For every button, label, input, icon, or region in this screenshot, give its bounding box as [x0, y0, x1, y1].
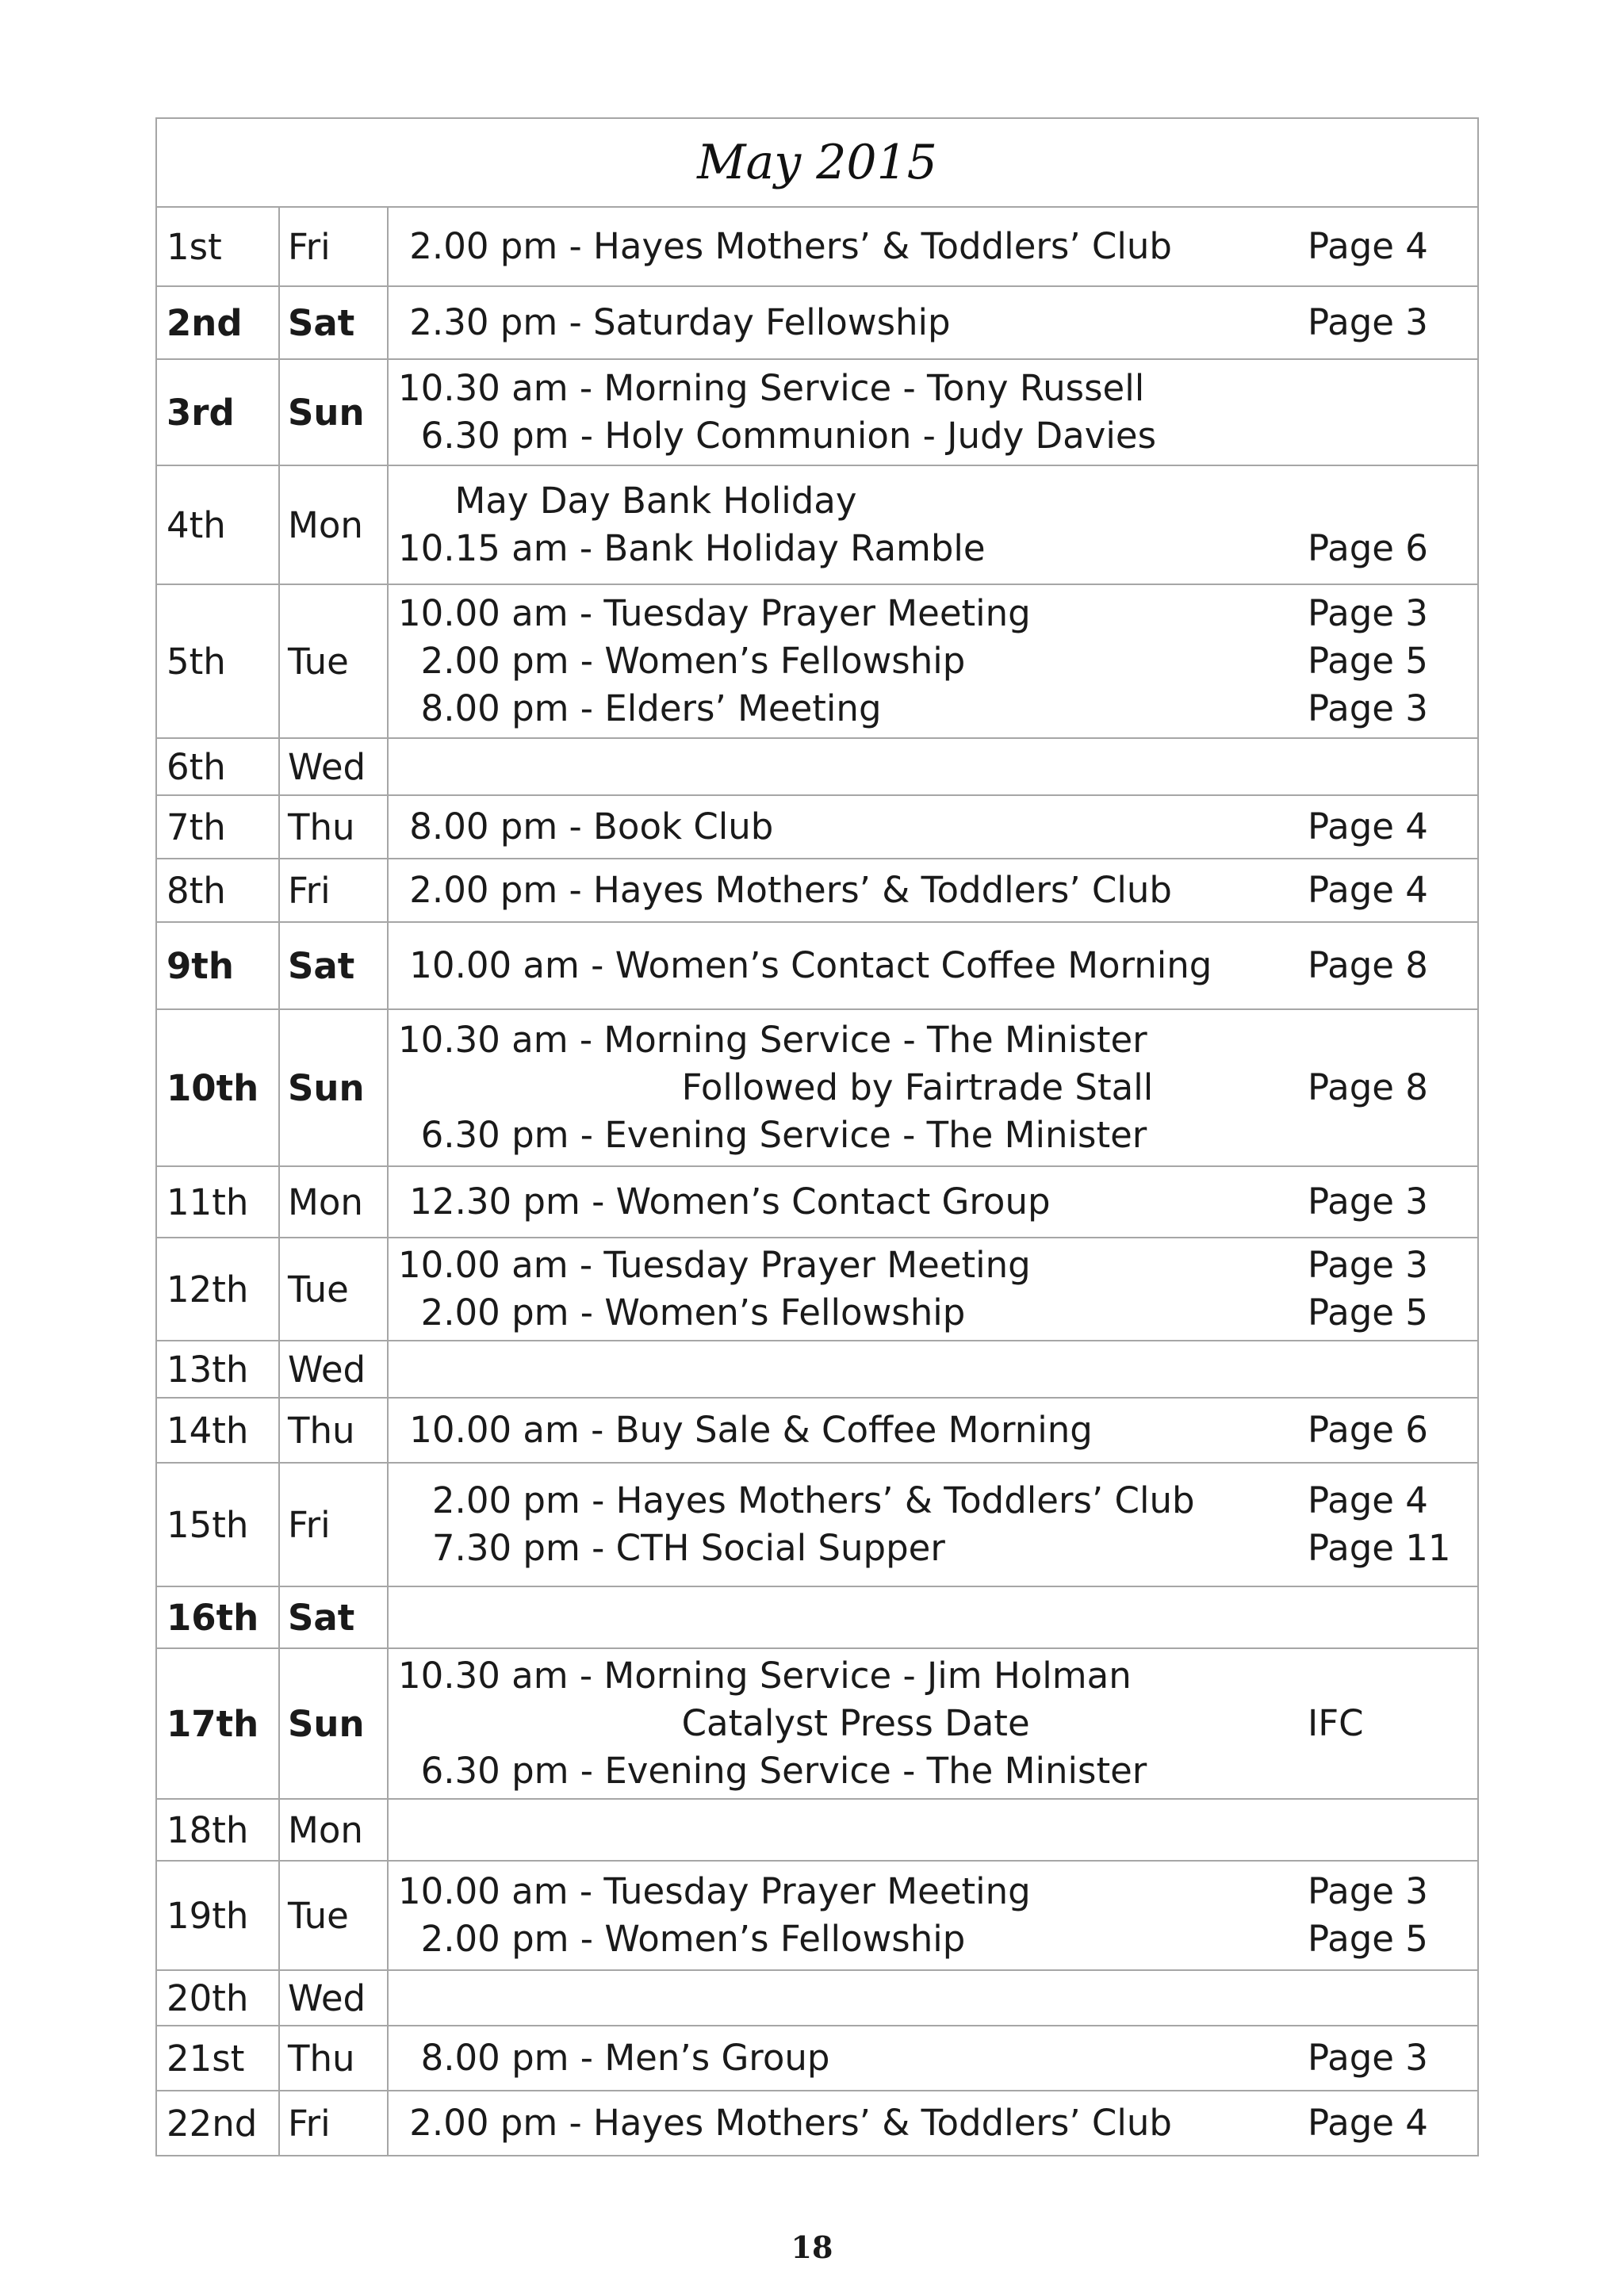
calendar-row [156, 1009, 1478, 1166]
date-cell: 16th [156, 1586, 279, 1648]
event-line [398, 525, 1466, 572]
event-line [398, 2034, 1466, 2082]
calendar-body [156, 118, 1478, 2156]
event-description: 10.00 am - Buy Sale & Coffee Morning [398, 1409, 1093, 1451]
day-cell: Sun [279, 359, 388, 465]
event-page-reference: Page 3 [1308, 301, 1428, 343]
day-cell: Mon [279, 465, 388, 584]
day-cell: Fri [279, 1463, 388, 1586]
event-page-reference: Page 6 [1308, 1409, 1428, 1451]
calendar-row [156, 738, 1478, 795]
event-line [398, 2099, 1466, 2147]
events-cell [388, 1463, 1478, 1586]
event-description: 10.30 am - Morning Service - Tony Russell [398, 367, 1145, 409]
event-page-reference: Page 3 [1308, 1870, 1428, 1912]
events-cell [388, 1970, 1478, 2026]
calendar-row [156, 1586, 1478, 1648]
event-line [398, 477, 1466, 525]
day-cell: Tue [279, 1861, 388, 1970]
events-cell [388, 1586, 1478, 1648]
event-line [398, 1525, 1466, 1572]
event-description: 6.30 pm - Evening Service - The Minister [398, 1750, 1147, 1792]
day-cell: Mon [279, 1166, 388, 1238]
date-cell: 22nd [156, 2091, 279, 2156]
event-description: 2.00 pm - Hayes Mothers’ & Toddlers’ Club [398, 869, 1172, 911]
event-page-reference: Page 3 [1308, 2037, 1428, 2079]
date-cell: 17th [156, 1648, 279, 1799]
event-page-reference: Page 3 [1308, 1181, 1428, 1223]
event-line [398, 803, 1466, 851]
events-cell [388, 465, 1478, 584]
date-cell: 7th [156, 795, 279, 859]
event-line [398, 1112, 1466, 1159]
event-description: 10.00 am - Women’s Contact Coffee Morning [398, 944, 1212, 986]
event-description: Followed by Fairtrade Stall [398, 1066, 1154, 1108]
event-description: Catalyst Press Date [398, 1702, 1030, 1744]
event-page-reference: Page 4 [1308, 1479, 1428, 1521]
event-page-reference: Page 8 [1308, 944, 1428, 986]
events-cell [388, 795, 1478, 859]
event-page-reference: Page 4 [1308, 225, 1428, 267]
events-cell [388, 859, 1478, 922]
event-page-reference: Page 6 [1308, 527, 1428, 569]
events-cell [388, 1009, 1478, 1166]
date-cell: 6th [156, 738, 279, 795]
events-cell [388, 359, 1478, 465]
event-description: 2.30 pm - Saturday Fellowship [398, 301, 951, 343]
day-cell: Wed [279, 738, 388, 795]
calendar-row [156, 795, 1478, 859]
event-line [398, 1868, 1466, 1915]
date-cell: 19th [156, 1861, 279, 1970]
event-description: 8.00 pm - Men’s Group [398, 2037, 830, 2079]
event-page-reference: Page 3 [1308, 687, 1428, 729]
event-line [398, 590, 1466, 637]
title-row [156, 118, 1478, 207]
event-description: 2.00 pm - Women’s Fellowship [398, 1292, 966, 1334]
date-cell: 9th [156, 922, 279, 1009]
calendar-row [156, 1166, 1478, 1238]
event-line [398, 1178, 1466, 1226]
events-cell [388, 2091, 1478, 2156]
date-cell: 8th [156, 859, 279, 922]
event-line [398, 637, 1466, 685]
event-page-reference: Page 11 [1308, 1527, 1451, 1569]
calendar-row [156, 2026, 1478, 2091]
events-cell [388, 738, 1478, 795]
day-cell: Thu [279, 795, 388, 859]
calendar-row [156, 1970, 1478, 2026]
event-page-reference: Page 5 [1308, 640, 1428, 682]
event-page-reference: Page 5 [1308, 1292, 1428, 1334]
event-description: 6.30 pm - Holy Communion - Judy Davies [398, 415, 1157, 457]
event-page-reference: Page 4 [1308, 806, 1428, 848]
events-cell [388, 584, 1478, 738]
event-line [398, 412, 1466, 460]
day-cell: Sat [279, 286, 388, 359]
date-cell: 13th [156, 1341, 279, 1398]
day-cell: Sat [279, 1586, 388, 1648]
event-page-reference: IFC [1308, 1702, 1364, 1744]
event-description: 10.30 am - Morning Service - Jim Holman [398, 1655, 1132, 1697]
event-description: 2.00 pm - Hayes Mothers’ & Toddlers’ Club [398, 225, 1172, 267]
date-cell: 2nd [156, 286, 279, 359]
date-cell: 18th [156, 1799, 279, 1861]
event-description: 10.30 am - Morning Service - The Minister [398, 1019, 1147, 1061]
date-cell: 1st [156, 207, 279, 286]
calendar-row [156, 1238, 1478, 1341]
day-cell: Sat [279, 922, 388, 1009]
events-cell [388, 1238, 1478, 1341]
date-cell: 3rd [156, 359, 279, 465]
event-description: 2.00 pm - Women’s Fellowship [398, 1918, 966, 1960]
calendar-row [156, 584, 1478, 738]
day-cell: Thu [279, 2026, 388, 2091]
event-description: 8.00 pm - Elders’ Meeting [398, 687, 882, 729]
event-line [398, 867, 1466, 914]
calendar-row [156, 359, 1478, 465]
date-cell: 20th [156, 1970, 279, 2026]
day-cell: Mon [279, 1799, 388, 1861]
calendar-row [156, 922, 1478, 1009]
event-line [398, 685, 1466, 733]
events-cell [388, 286, 1478, 359]
date-cell: 5th [156, 584, 279, 738]
calendar-row [156, 859, 1478, 922]
events-cell [388, 1799, 1478, 1861]
day-cell: Fri [279, 207, 388, 286]
event-line [398, 1652, 1466, 1700]
date-cell: 12th [156, 1238, 279, 1341]
calendar-table [155, 117, 1479, 2156]
page-number: 18 [791, 2229, 833, 2265]
date-cell: 10th [156, 1009, 279, 1166]
event-line [398, 1406, 1466, 1454]
day-cell: Wed [279, 1341, 388, 1398]
calendar-row [156, 1398, 1478, 1463]
events-cell [388, 922, 1478, 1009]
day-cell: Thu [279, 1398, 388, 1463]
event-description: 2.00 pm - Women’s Fellowship [398, 640, 966, 682]
calendar-row [156, 286, 1478, 359]
event-line [398, 1700, 1466, 1747]
date-cell: 21st [156, 2026, 279, 2091]
event-line [398, 942, 1466, 989]
events-cell [388, 1398, 1478, 1463]
date-cell: 4th [156, 465, 279, 584]
event-page-reference: Page 4 [1308, 2102, 1428, 2144]
events-cell [388, 1861, 1478, 1970]
events-cell [388, 2026, 1478, 2091]
day-cell: Sun [279, 1648, 388, 1799]
event-line [398, 1064, 1466, 1112]
event-description: 7.30 pm - CTH Social Supper [398, 1527, 945, 1569]
event-description: 6.30 pm - Evening Service - The Minister [398, 1114, 1147, 1156]
event-page-reference: Page 8 [1308, 1066, 1428, 1108]
day-cell: Fri [279, 859, 388, 922]
events-cell [388, 1341, 1478, 1398]
event-page-reference: Page 5 [1308, 1918, 1428, 1960]
event-page-reference: Page 3 [1308, 592, 1428, 634]
date-cell: 15th [156, 1463, 279, 1586]
event-description: May Day Bank Holiday [398, 480, 857, 522]
month-title: May 2015 [156, 118, 1478, 207]
event-line [398, 1477, 1466, 1525]
calendar-row [156, 2091, 1478, 2156]
event-description: 2.00 pm - Hayes Mothers’ & Toddlers’ Club [398, 2102, 1172, 2144]
event-line [398, 223, 1466, 270]
date-cell: 14th [156, 1398, 279, 1463]
event-page-reference: Page 4 [1308, 869, 1428, 911]
calendar-row [156, 1799, 1478, 1861]
day-cell: Wed [279, 1970, 388, 2026]
events-cell [388, 1648, 1478, 1799]
day-cell: Sun [279, 1009, 388, 1166]
event-description: 10.00 am - Tuesday Prayer Meeting [398, 592, 1031, 634]
event-line [398, 299, 1466, 346]
calendar-row [156, 465, 1478, 584]
calendar-row [156, 1341, 1478, 1398]
event-line [398, 365, 1466, 412]
day-cell: Tue [279, 1238, 388, 1341]
event-line [398, 1289, 1466, 1337]
date-cell: 11th [156, 1166, 279, 1238]
event-line [398, 1242, 1466, 1289]
event-page-reference: Page 3 [1308, 1244, 1428, 1286]
calendar-row [156, 1463, 1478, 1586]
calendar-row [156, 207, 1478, 286]
calendar-row [156, 1861, 1478, 1970]
events-cell [388, 1166, 1478, 1238]
event-description: 8.00 pm - Book Club [398, 806, 774, 848]
event-line [398, 1016, 1466, 1064]
event-line [398, 1915, 1466, 1963]
event-description: 12.30 pm - Women’s Contact Group [398, 1181, 1051, 1223]
event-line [398, 1747, 1466, 1795]
day-cell: Tue [279, 584, 388, 738]
events-cell [388, 207, 1478, 286]
event-description: 10.00 am - Tuesday Prayer Meeting [398, 1244, 1031, 1286]
event-description: 10.15 am - Bank Holiday Ramble [398, 527, 986, 569]
event-description: 2.00 pm - Hayes Mothers’ & Toddlers’ Club [398, 1479, 1195, 1521]
day-cell: Fri [279, 2091, 388, 2156]
calendar-row [156, 1648, 1478, 1799]
event-description: 10.00 am - Tuesday Prayer Meeting [398, 1870, 1031, 1912]
